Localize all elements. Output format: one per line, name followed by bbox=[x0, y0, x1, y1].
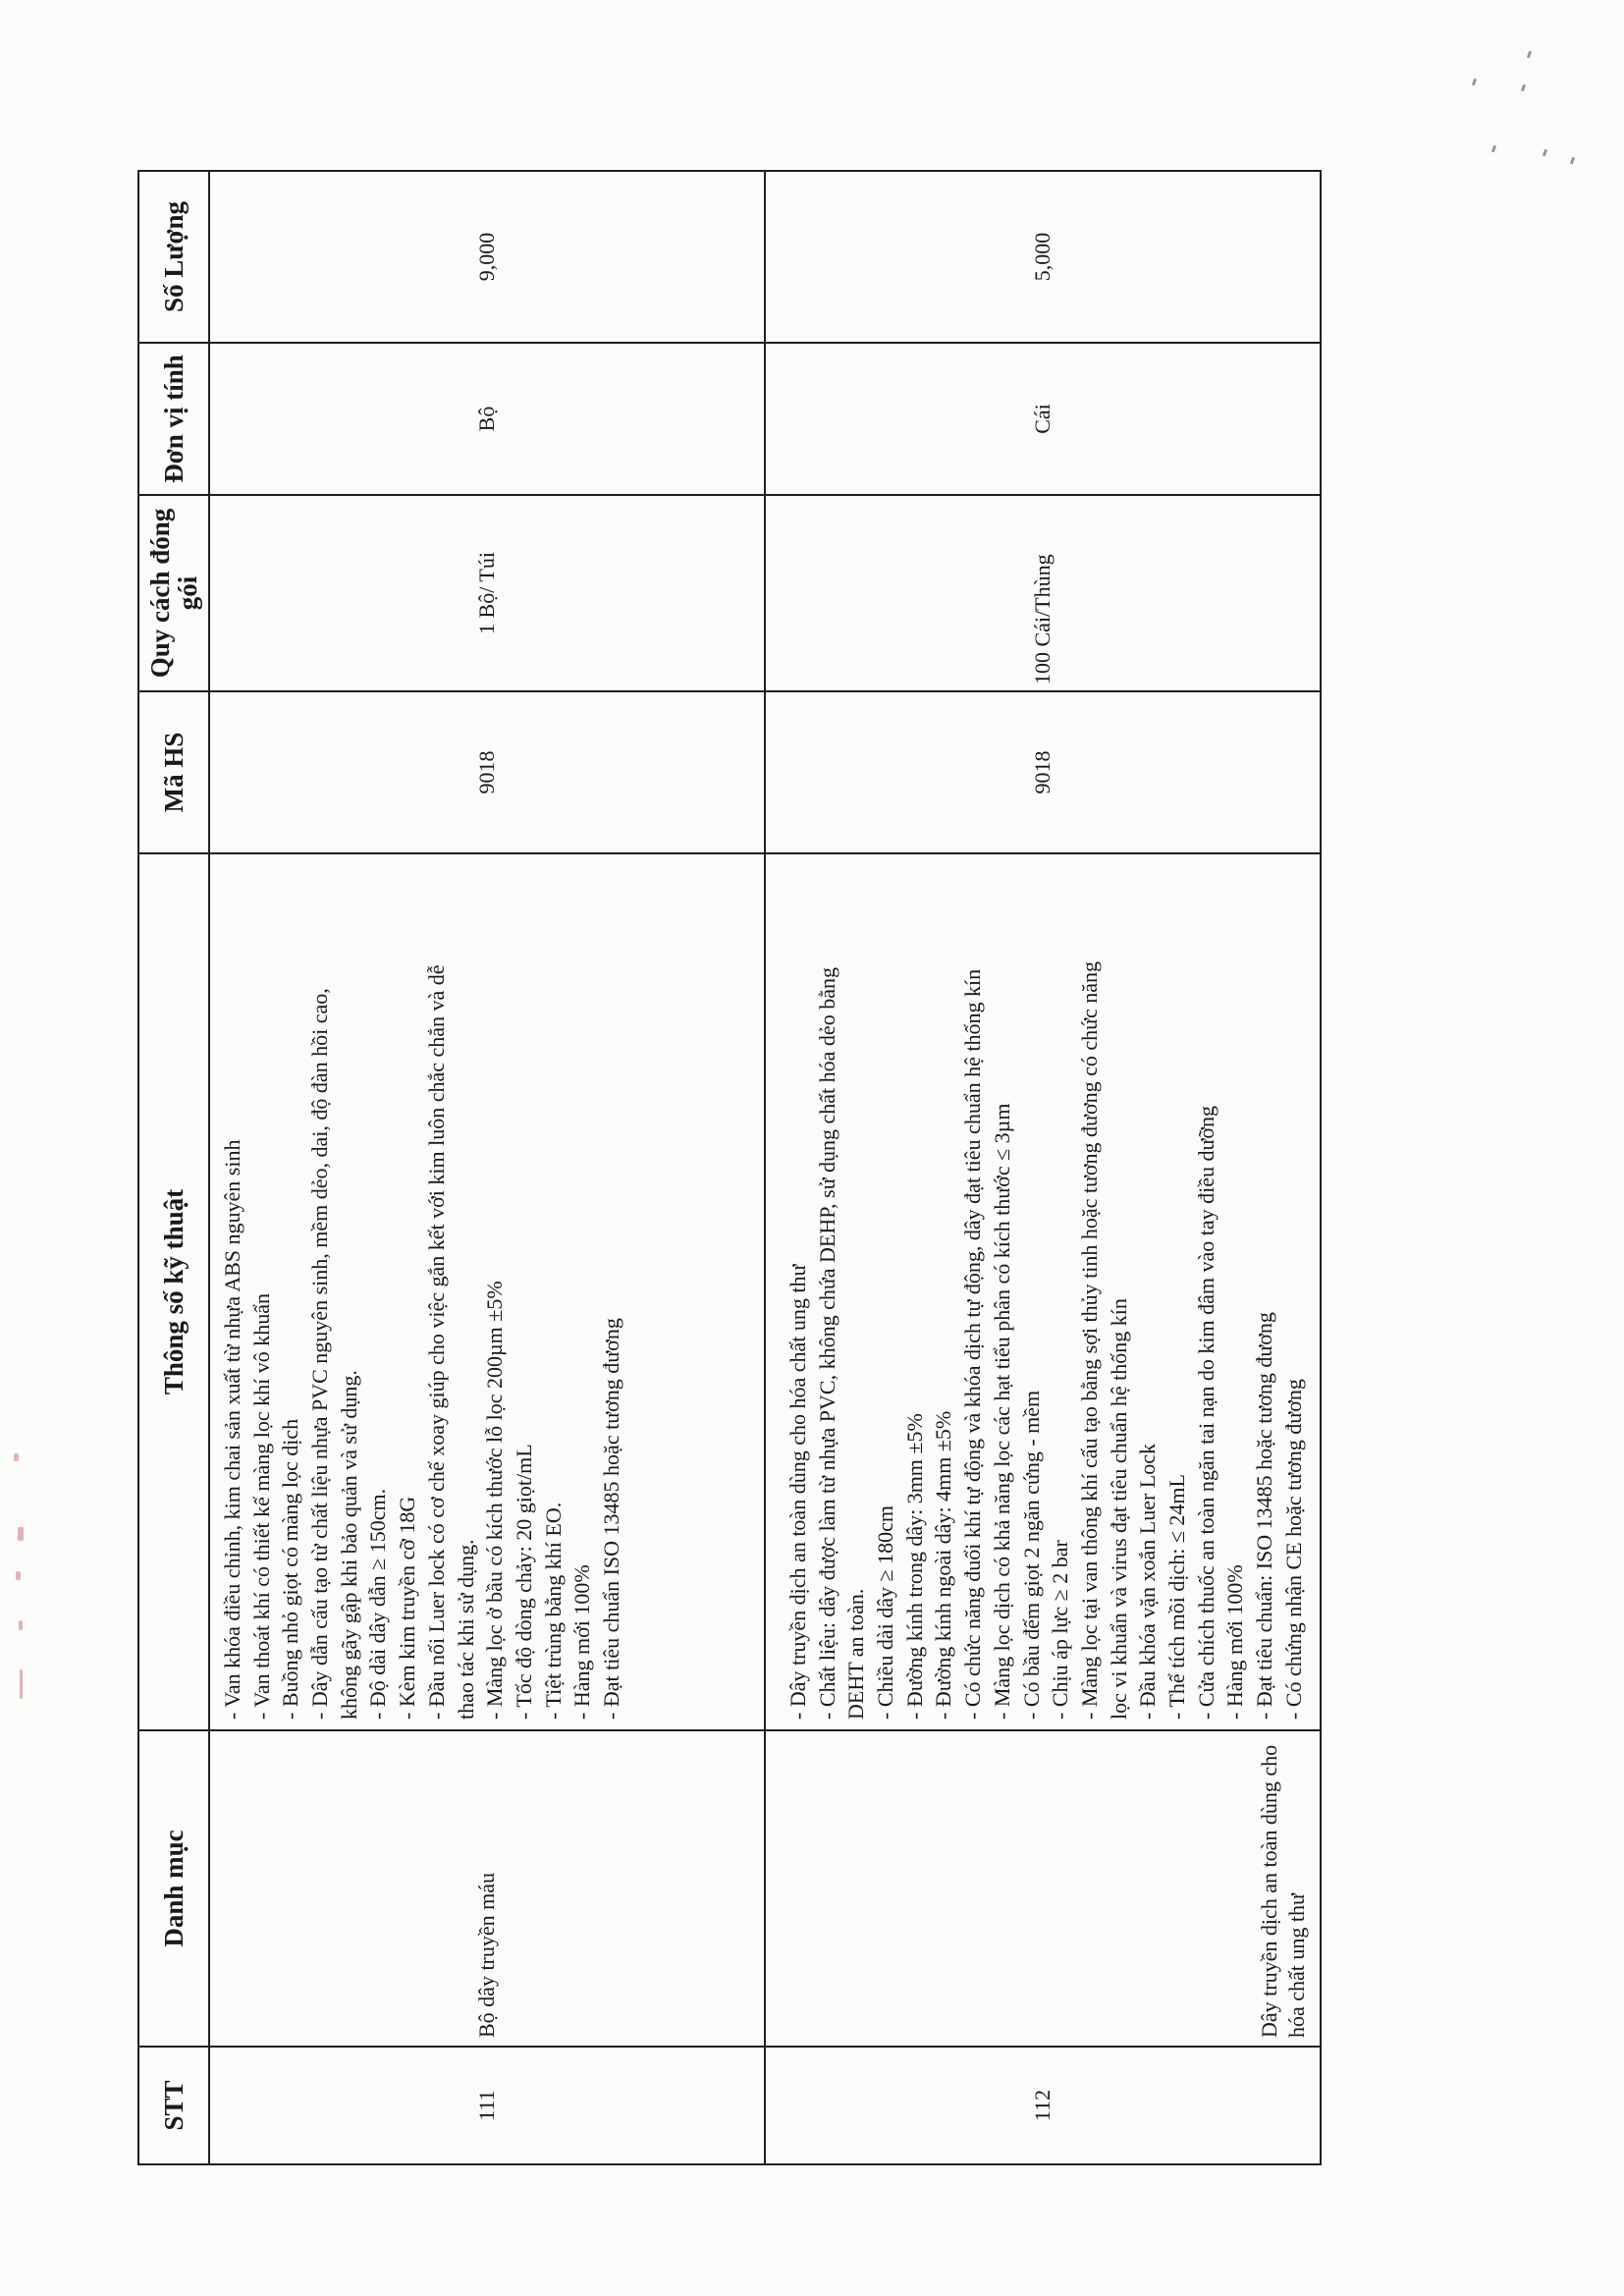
row-quy-cach: 100 Cái/Thùng bbox=[765, 495, 1321, 691]
spec-line: - Có chứng nhận CE hoặc tương đương bbox=[1280, 1379, 1306, 1720]
table-row bbox=[209, 171, 765, 2164]
row-stt: 112 bbox=[765, 2047, 1321, 2164]
rotated-document-table bbox=[137, 172, 1316, 2165]
spec-line: - Van thoát khí có thiết kế màng lọc khí vô khuẩn bbox=[248, 1292, 274, 1720]
row-quy-cach: 1 Bộ/ Túi bbox=[209, 495, 765, 691]
spec-line: - Chịu áp lực ≥ 2 bar bbox=[1048, 1540, 1073, 1720]
row-danh-muc: Dây truyền dịch an toàn dùng cho hóa chất ung thư bbox=[765, 1730, 1321, 2047]
scan-dot bbox=[1527, 51, 1532, 59]
header-danh-muc: Danh mục bbox=[138, 1730, 209, 2047]
spec-line: - Tốc độ dòng chảy: 20 giọt/mL bbox=[511, 1444, 536, 1720]
spec-line: - Kèm kim truyền cỡ 18G bbox=[395, 1496, 420, 1720]
spec-line: - Buồng nhỏ giọt có màng lọc dịch bbox=[278, 1418, 303, 1720]
scan-mark bbox=[14, 1453, 19, 1461]
scan-mark bbox=[20, 1669, 23, 1699]
header-thong-so: Thông số kỹ thuật bbox=[138, 853, 209, 1730]
product-spec-table bbox=[137, 170, 1322, 2165]
scan-dot bbox=[1491, 145, 1496, 153]
scan-dot bbox=[1543, 149, 1547, 157]
spec-line: - Dây dẫn cấu tạo từ chất liệu nhựa PVC nguyên sinh, mềm dẻo, dai, độ đàn hồi cao, bbox=[307, 988, 333, 1720]
spec-line: - Đường kính trong dây: 3mm ±5% bbox=[901, 1413, 927, 1720]
spec-line: không gãy gập khi bảo quản và sử dụng. bbox=[336, 1370, 361, 1720]
scan-mark bbox=[16, 1571, 21, 1580]
spec-line: - Thể tích mồi dịch: ≤ 24mL bbox=[1164, 1474, 1189, 1720]
row-ma-hs: 9018 bbox=[209, 691, 765, 853]
spec-line: - Màng lọc ở bầu có kích thước lỗ lọc 200µm ±5% bbox=[482, 1281, 508, 1720]
spec-line: - Độ dài dây dẫn ≥ 150cm. bbox=[365, 1488, 391, 1720]
scan-dot bbox=[1521, 84, 1526, 92]
header-quy-cach: Quy cách đóng gói bbox=[138, 495, 209, 691]
spec-line: - Chất liệu: dây được làm từ nhựa PVC, không chứa DEHP, sử dụng chất hóa dẻo bằng bbox=[814, 967, 839, 1720]
row-stt: 111 bbox=[209, 2047, 765, 2164]
row-don-vi: Bộ bbox=[209, 343, 765, 495]
spec-line: - Đường kính ngoài dây: 4mm ±5% bbox=[931, 1410, 956, 1720]
header-so-luong: Số Lượng bbox=[138, 171, 209, 343]
spec-line: - Cửa chích thuốc an toàn ngăn tai nạn do kim đâm vào tay điều dưỡng bbox=[1193, 1105, 1218, 1720]
spec-line: - Chiều dài dây ≥ 180cm bbox=[873, 1505, 898, 1720]
spec-line: lọc vi khuẩn và virus đạt tiêu chuẩn hệ thống kín bbox=[1106, 1298, 1131, 1720]
spec-line: - Đầu nối Luer lock có cơ chế xoay giúp cho việc gắn kết với kim luôn chắc chắn và dễ bbox=[423, 964, 449, 1720]
spec-line: - Màng lọc dịch có khả năng lọc các hạt tiểu phân có kích thước ≤ 3µm bbox=[989, 1103, 1014, 1720]
header-ma-hs: Mã HS bbox=[138, 691, 209, 853]
spec-line: - Đạt tiêu chuẩn: ISO 13485 hoặc tương đương bbox=[1252, 1312, 1276, 1720]
spec-line: - Màng lọc tại van thông khí cấu tạo bằng sợi thủy tinh hoặc tương đương có chức năng bbox=[1076, 960, 1102, 1720]
scan-dot bbox=[1570, 157, 1575, 165]
spec-line: - Có bầu đếm giọt 2 ngăn cứng - mềm bbox=[1018, 1390, 1044, 1720]
header-row bbox=[138, 171, 209, 2164]
spec-line: thao tác khi sử dụng. bbox=[453, 1539, 478, 1720]
header-don-vi: Đơn vị tính bbox=[138, 343, 209, 495]
spec-line: - Đầu khóa vặn xoắn Luer Lock bbox=[1135, 1443, 1161, 1720]
header-stt: STT bbox=[138, 2047, 209, 2164]
spec-line: - Van khóa điều chỉnh, kim chai sản xuất từ nhựa ABS nguyên sinh bbox=[220, 1139, 244, 1720]
table-row bbox=[765, 171, 1321, 2164]
row-so-luong: 5,000 bbox=[765, 171, 1321, 343]
scan-dot bbox=[1472, 79, 1477, 86]
row-ma-hs: 9018 bbox=[765, 691, 1321, 853]
row-specs bbox=[209, 853, 765, 1730]
row-don-vi: Cái bbox=[765, 343, 1321, 495]
spec-line: - Có chức năng đuổi khí tự động và khóa dịch tự động, dây đạt tiêu chuẩn hệ thống kín bbox=[960, 968, 986, 1720]
spec-line: - Đạt tiêu chuẩn ISO 13485 hoặc tương đương bbox=[598, 1318, 623, 1720]
spec-line: - Hàng mới 100% bbox=[1222, 1564, 1248, 1720]
spec-line: - Hàng mới 100% bbox=[569, 1564, 595, 1720]
scan-mark bbox=[18, 1527, 24, 1541]
spec-line: DEHT an toàn. bbox=[843, 1588, 869, 1720]
spec-line: - Tiệt trùng bằng khí EO. bbox=[540, 1502, 566, 1720]
row-danh-muc: Bộ dây truyền máu bbox=[209, 1730, 765, 2047]
spec-line: - Dây truyền dịch an toàn dùng cho hóa chất ung thư bbox=[785, 1264, 810, 1720]
row-so-luong: 9,000 bbox=[209, 171, 765, 343]
scan-mark bbox=[19, 1620, 23, 1630]
row-specs bbox=[765, 853, 1321, 1730]
